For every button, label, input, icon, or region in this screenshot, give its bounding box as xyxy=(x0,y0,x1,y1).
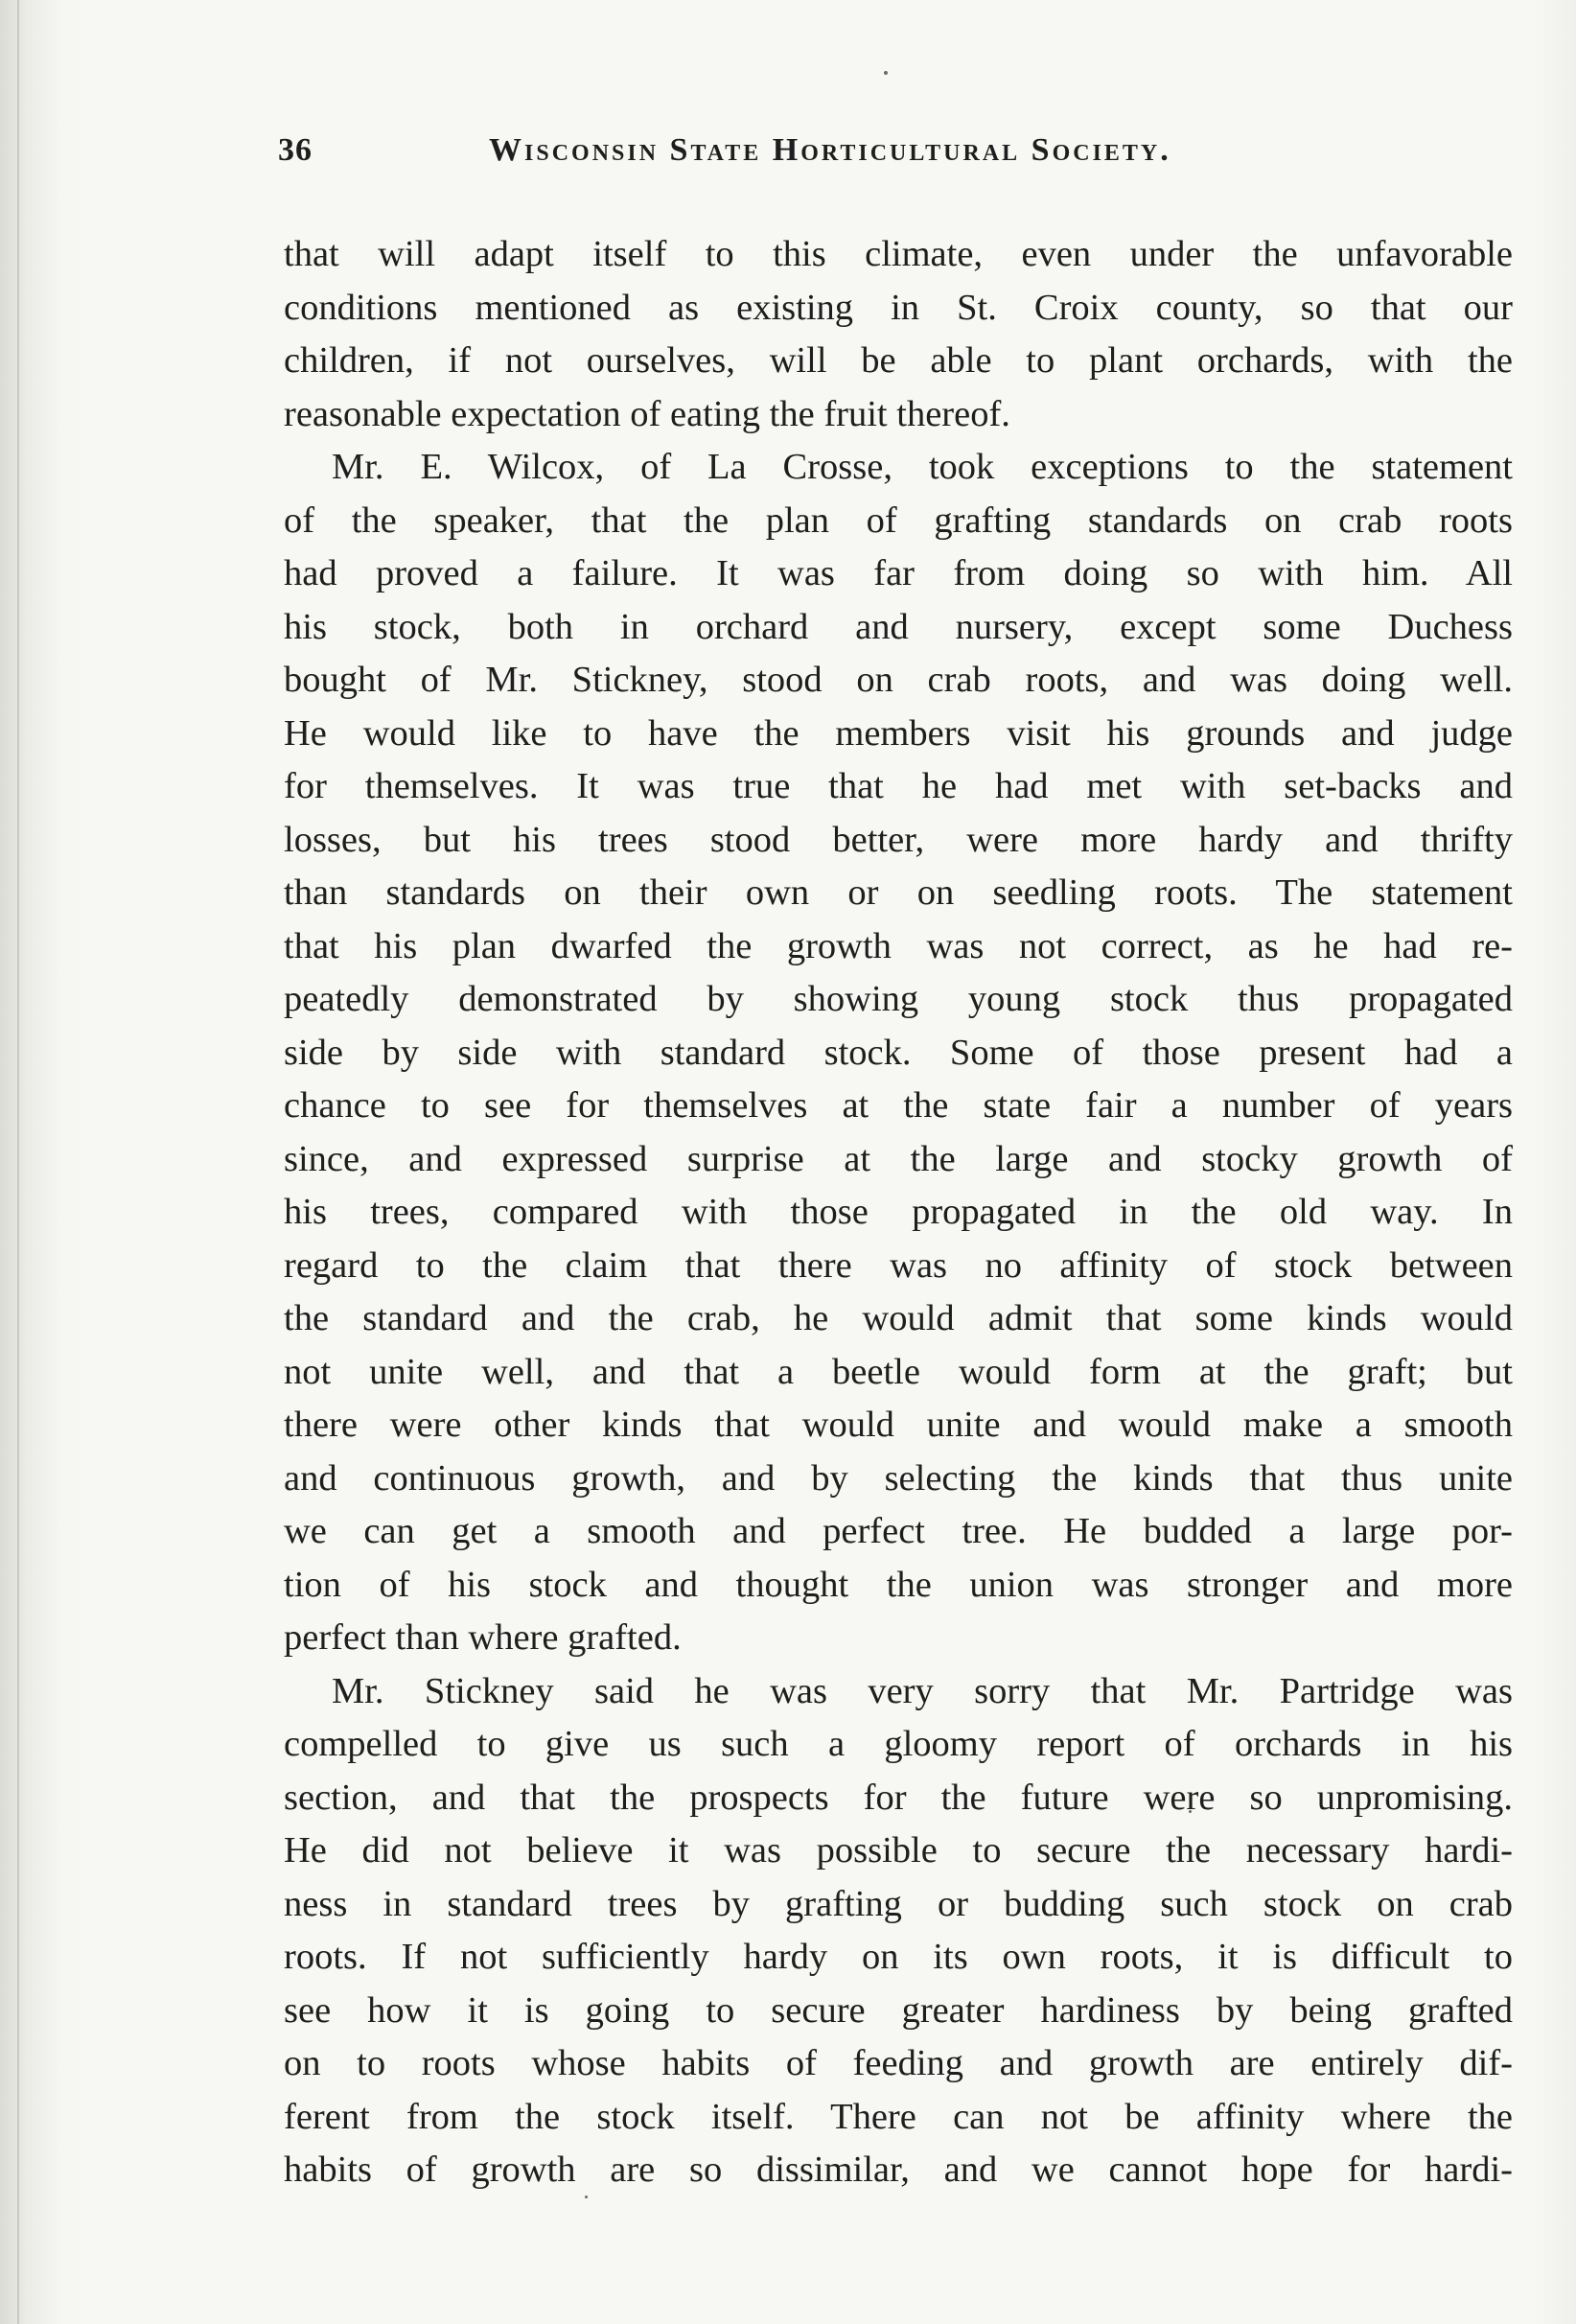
text-line: and continuous growth, and by selecting the kinds that thus unite xyxy=(284,1457,1513,1499)
text-line: that his plan dwarfed the growth was not correct, as he had re- xyxy=(284,925,1513,966)
body-text xyxy=(284,228,1513,2197)
paragraph-1 xyxy=(284,228,1513,441)
text-line: since, and expressed surprise at the large and stocky growth of xyxy=(284,1138,1513,1179)
text-line: of the speaker, that the plan of grafting standards on crab roots xyxy=(284,500,1513,541)
text-line: regard to the claim that there was no affinity of stock between xyxy=(284,1244,1513,1286)
text-line: that will adapt itself to this climate, even under the unfavorable xyxy=(284,234,1513,274)
text-line: section, and that the prospects for the future were so unpromising. xyxy=(284,1777,1513,1818)
text-line: we can get a smooth and perfect tree. He budded a large por- xyxy=(284,1511,1513,1551)
text-line: He did not believe it was possible to secure the necessary hardi- xyxy=(284,1830,1513,1871)
text-line: perfect than where grafted. xyxy=(284,1617,682,1658)
text-line: compelled to give us such a gloomy report of orchards in his xyxy=(284,1724,1513,1764)
text-line: side by side with standard stock. Some of those present had a xyxy=(284,1032,1513,1073)
text-line: Mr. Stickney said he was very sorry that Mr. Partridge was xyxy=(332,1670,1513,1711)
text-line: than standards on their own or on seedling roots. The statement xyxy=(284,872,1513,913)
text-line: not unite well, and that a beetle would form at the graft; but xyxy=(284,1351,1513,1392)
text-line: bought of Mr. Stickney, stood on crab roots, and was doing well. xyxy=(284,660,1513,700)
text-line: reasonable expectation of eating the fruit thereof. xyxy=(284,393,1010,434)
text-line: ferent from the stock itself. There can not be affinity where the xyxy=(284,2096,1513,2137)
text-line: the standard and the crab, he would admit that some kinds would xyxy=(284,1298,1513,1338)
text-line: had proved a failure. It was far from doing so with him. All xyxy=(284,553,1513,593)
scan-speck xyxy=(884,71,888,75)
text-line: roots. If not sufficiently hardy on its own roots, it is difficult to xyxy=(284,1937,1513,1977)
text-line: Mr. E. Wilcox, of La Crosse, took exceptions to the statement xyxy=(332,447,1513,487)
text-line: on to roots whose habits of feeding and growth are entirely dif- xyxy=(284,2043,1513,2083)
text-line: see how it is going to secure greater hardiness by being grafted xyxy=(284,1989,1513,2031)
paragraph-2 xyxy=(284,441,1513,1665)
text-line: for themselves. It was true that he had met with set-backs and xyxy=(284,766,1513,806)
text-line: habits of growth are so dissimilar, and we cannot hope for hardi- xyxy=(284,2150,1513,2190)
text-line: conditions mentioned as existing in St. Croix county, so that our xyxy=(284,287,1513,328)
page-number: 36 xyxy=(278,132,313,168)
text-line: peatedly demonstrated by showing young stock thus propagated xyxy=(284,979,1513,1019)
running-header xyxy=(278,132,1515,190)
text-line: his stock, both in orchard and nursery, except some Duchess xyxy=(284,606,1513,647)
text-line: tion of his stock and thought the union was stronger and more xyxy=(284,1564,1513,1605)
text-line: ness in standard trees by grafting or budding such stock on crab xyxy=(284,1883,1513,1924)
text-line: chance to see for themselves at the state fair a number of years xyxy=(284,1085,1513,1126)
text-line: He would like to have the members visit his grounds and judge xyxy=(284,712,1513,754)
running-title: Wisconsin State Horticultural Society. xyxy=(489,132,1171,168)
text-line: children, if not ourselves, will be able to plant orchards, with the xyxy=(284,340,1513,381)
binding-edge-line xyxy=(17,0,19,2324)
text-line: his trees, compared with those propagated in the old way. In xyxy=(284,1192,1513,1232)
binding-shadow xyxy=(0,0,59,2324)
text-line: there were other kinds that would unite and would make a smooth xyxy=(284,1405,1513,1445)
paragraph-3 xyxy=(284,1665,1513,2197)
text-line: losses, but his trees stood better, were more hardy and thrifty xyxy=(284,819,1513,860)
